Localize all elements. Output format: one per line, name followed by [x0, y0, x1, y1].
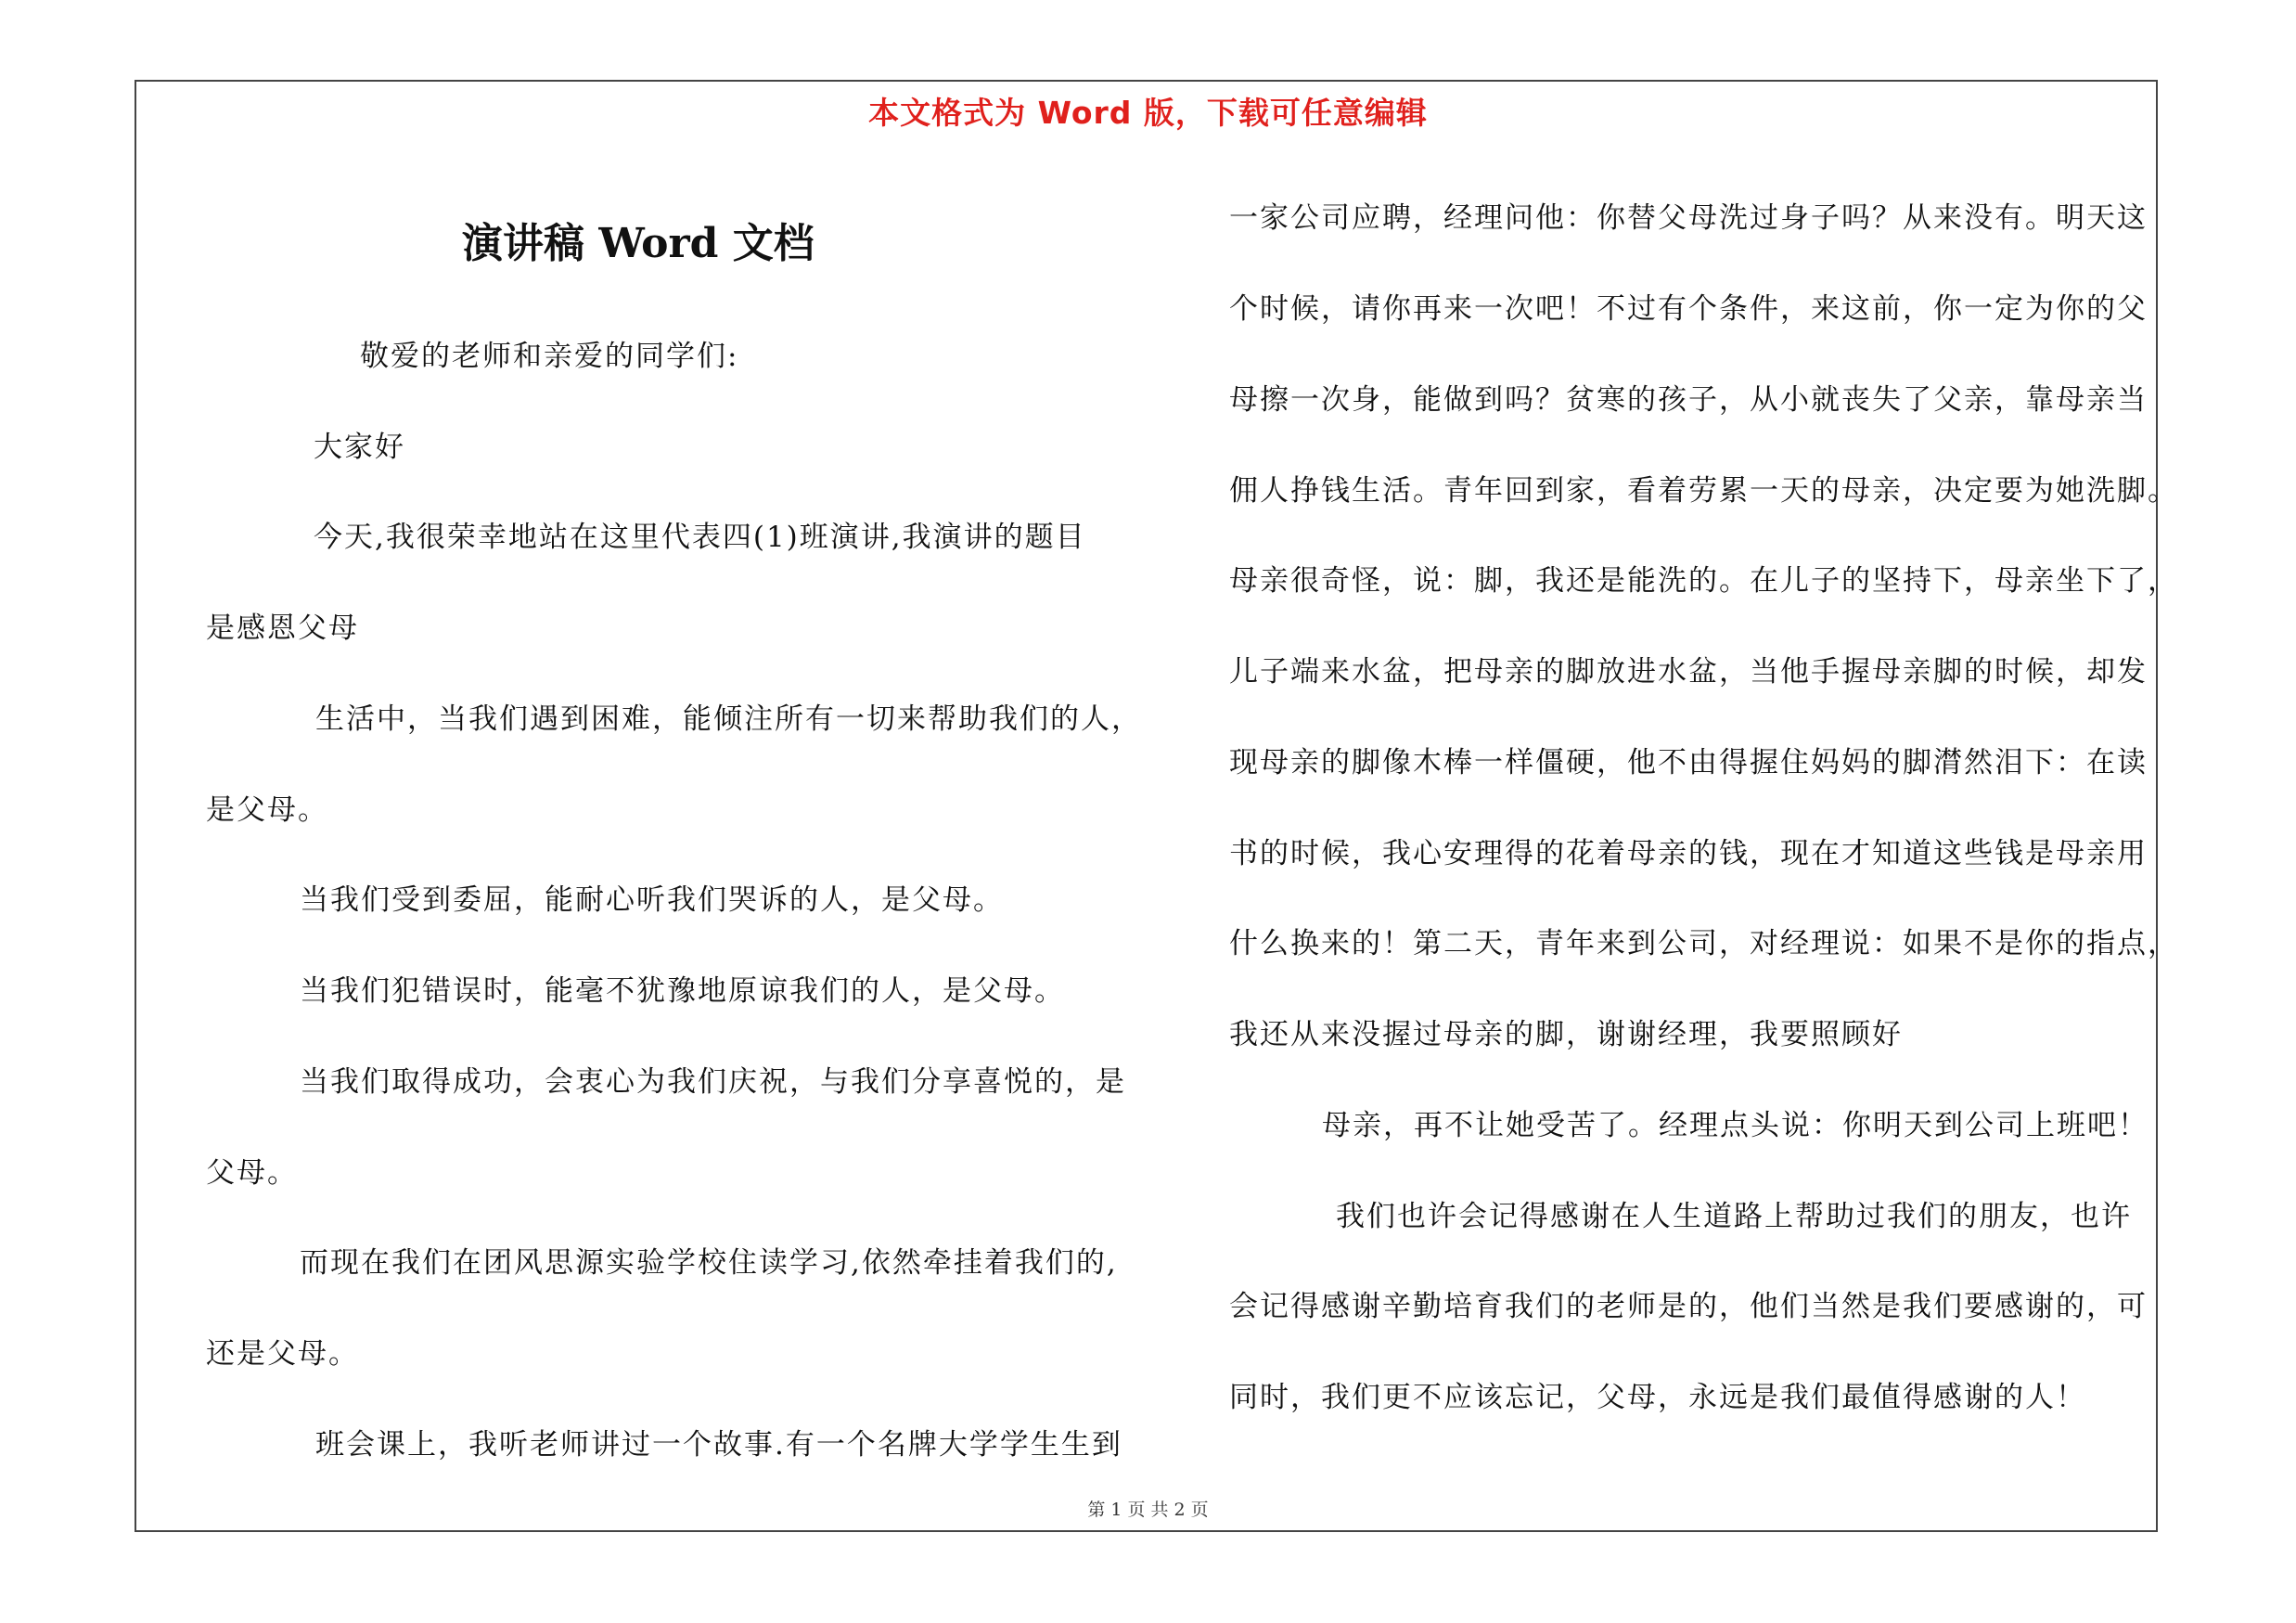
paragraph-line: 我还从来没握过母亲的脚，谢谢经理，我要照顾好 — [1229, 1018, 1903, 1051]
paragraph-line: 当我们取得成功，会衷心为我们庆祝，与我们分享喜悦的，是 — [300, 1065, 1126, 1099]
paragraph-line: 还是父母。 — [206, 1337, 359, 1371]
paragraph-line: 母亲很奇怪，说：脚，我还是能洗的。在儿子的坚持下，母亲坐下了， — [1229, 564, 2178, 598]
paragraph-line: 是感恩父母 — [206, 612, 359, 645]
document-title: 演讲稿 Word 文档 — [462, 220, 815, 267]
paragraph-line: 生活中，当我们遇到困难，能倾注所有一切来帮助我们的人， — [315, 702, 1142, 736]
paragraph-line: 一家公司应聘，经理问他：你替父母洗过身子吗？从来没有。明天这 — [1229, 201, 2148, 235]
paragraph-line: 我们也许会记得感谢在人生道路上帮助过我们的朋友，也许 — [1336, 1200, 2132, 1233]
paragraph-line: 个时候，请你再来一次吧！不过有个条件，来这前，你一定为你的父 — [1229, 292, 2148, 326]
paragraph-line: 是父母。 — [206, 793, 328, 827]
hello-line: 大家好 — [314, 431, 405, 464]
paragraph-line: 什么换来的！第二天，青年来到公司，对经理说：如果不是你的指点， — [1229, 927, 2178, 960]
paragraph-line: 父母。 — [206, 1156, 298, 1190]
paragraph-line: 会记得感谢辛勤培育我们的老师是的，他们当然是我们要感谢的，可 — [1229, 1290, 2148, 1323]
paragraph-line: 今天,我很荣幸地站在这里代表四(1)班演讲,我演讲的题目 — [314, 521, 1086, 554]
paragraph-line: 同时，我们更不应该忘记，父母，永远是我们最值得感谢的人！ — [1229, 1381, 2086, 1414]
page-number-footer: 第 1 页 共 2 页 — [1087, 1500, 1209, 1520]
paragraph-line: 当我们受到委屈，能耐心听我们哭诉的人，是父母。 — [300, 883, 1004, 917]
paragraph-line: 佣人挣钱生活。青年回到家，看着劳累一天的母亲，决定要为她洗脚。 — [1229, 474, 2178, 508]
paragraph-line: 现母亲的脚像木棒一样僵硬，他不由得握住妈妈的脚潸然泪下：在读 — [1229, 746, 2148, 779]
format-banner: 本文格式为 Word 版，下载可任意编辑 — [868, 95, 1428, 131]
greeting-line: 敬爱的老师和亲爱的同学们: — [360, 340, 739, 373]
paragraph-line: 母亲，再不让她受苦了。经理点头说：你明天到公司上班吧！ — [1322, 1109, 2148, 1142]
paragraph-line: 书的时候，我心安理得的花着母亲的钱，现在才知道这些钱是母亲用 — [1229, 837, 2148, 870]
paragraph-line: 母擦一次身，能做到吗？贫寒的孩子，从小就丧失了父亲，靠母亲当 — [1229, 383, 2148, 417]
paragraph-line: 儿子端来水盆，把母亲的脚放进水盆，当他手握母亲脚的时候，却发 — [1229, 655, 2148, 689]
paragraph-line: 班会课上，我听老师讲过一个故事.有一个名牌大学学生生到 — [315, 1428, 1122, 1462]
paragraph-line: 而现在我们在团风思源实验学校住读学习,依然牵挂着我们的, — [300, 1246, 1118, 1280]
paragraph-line: 当我们犯错误时，能毫不犹豫地原谅我们的人，是父母。 — [300, 974, 1065, 1008]
